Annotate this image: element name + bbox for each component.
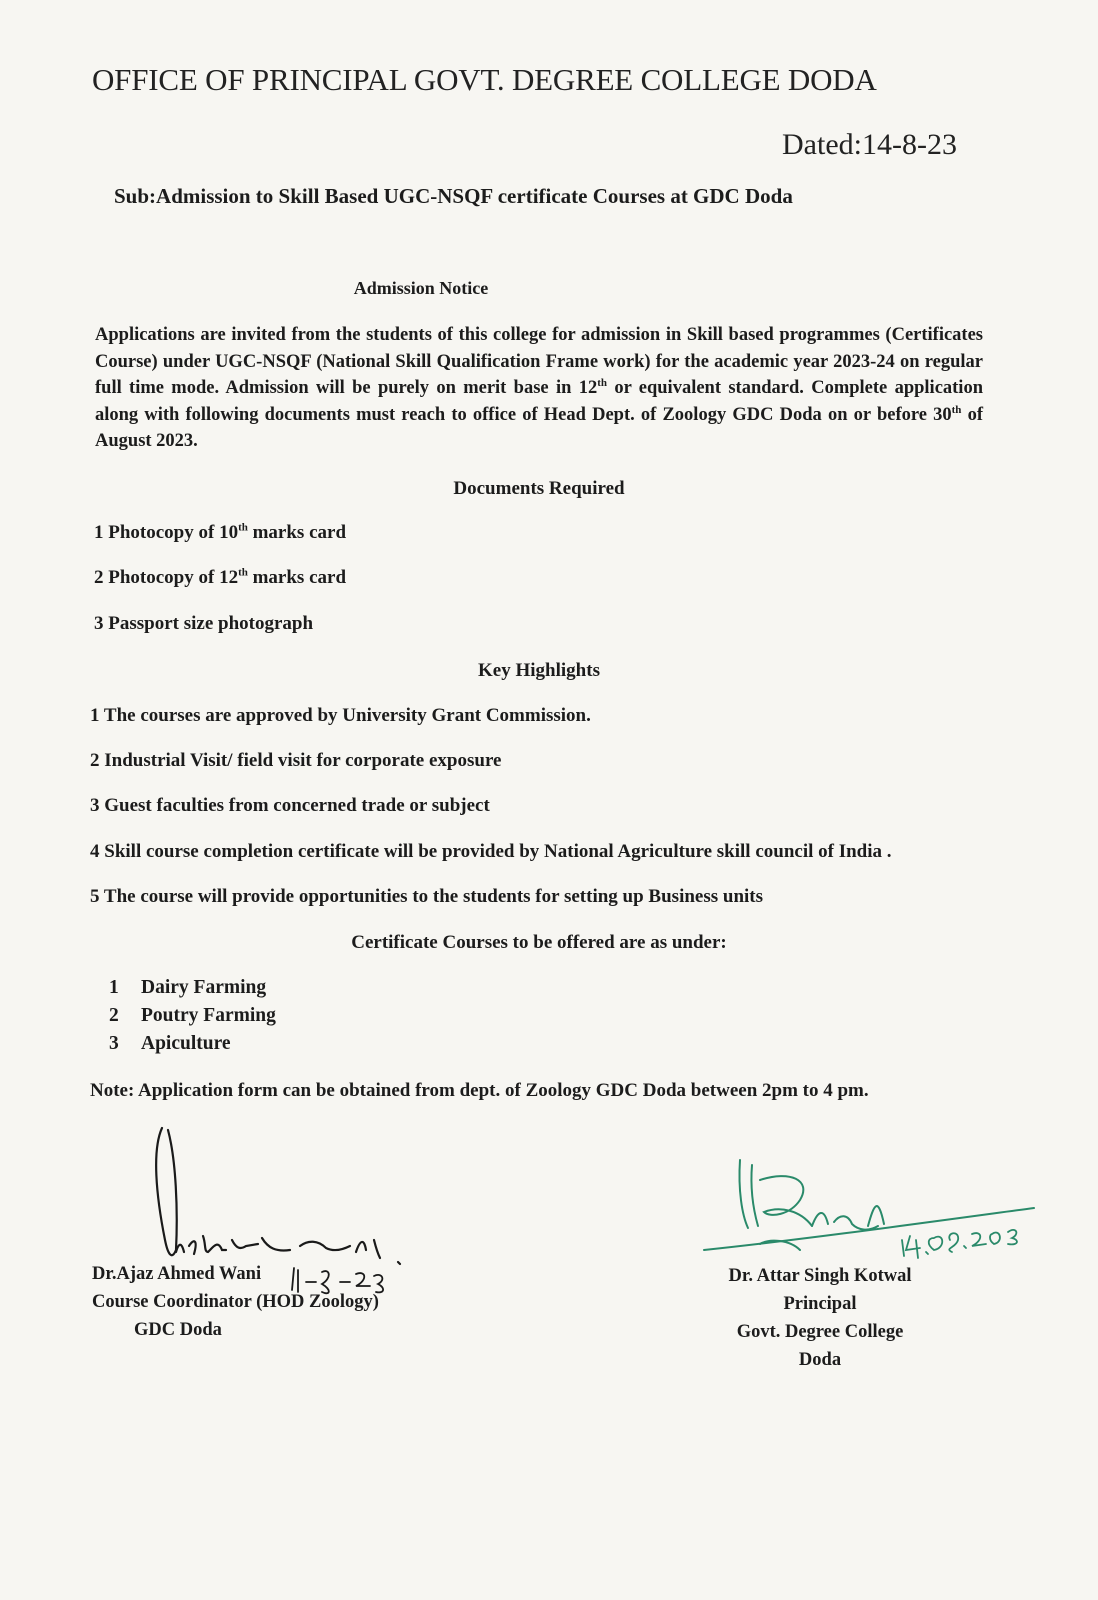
left-signatory-designation: Course Coordinator (HOD Zoology) — [92, 1292, 379, 1312]
course-item: 2 Poutry Farming — [109, 1005, 276, 1026]
courses-heading: Certificate Courses to be offered are as under: — [351, 932, 727, 953]
highlight-item: 4 Skill course completion certificate will be provided by National Agriculture skill council of India . — [90, 841, 892, 862]
right-signatory-block — [716, 1262, 924, 1374]
right-signature-icon — [704, 1160, 1034, 1250]
right-signatory-name: Dr. Attar Singh Kotwal — [728, 1266, 912, 1286]
application-note: Note: Application form can be obtained from dept. of Zoology GDC Doda between 2pm to 4 pm. — [90, 1080, 869, 1101]
documents-heading: Documents Required — [453, 478, 625, 499]
left-signatory-place: GDC Doda — [134, 1320, 222, 1340]
subject-line: Sub:Admission to Skill Based UGC-NSQF certificate Courses at GDC Doda — [114, 184, 793, 208]
highlight-item: 3 Guest faculties from concerned trade or subject — [90, 795, 490, 816]
office-heading: OFFICE OF PRINCIPAL GOVT. DEGREE COLLEGE DODA — [92, 62, 877, 97]
course-item: 3 Apiculture — [109, 1033, 231, 1054]
right-signatory-designation: Principal — [783, 1294, 857, 1314]
right-signatory-place: Doda — [798, 1350, 842, 1370]
document-item: 1 Photocopy of 10th marks card — [94, 521, 347, 543]
course-item: 1 Dairy Farming — [109, 977, 267, 998]
left-signature-icon — [156, 1128, 400, 1264]
highlight-item: 2 Industrial Visit/ field visit for corporate exposure — [90, 750, 502, 771]
document-item: 3 Passport size photograph — [94, 613, 314, 634]
admission-notice-heading: Admission Notice — [353, 278, 489, 298]
key-highlights-heading: Key Highlights — [478, 660, 600, 681]
document-item: 2 Photocopy of 12th marks card — [94, 566, 347, 588]
notice-date: Dated:14-8-23 — [782, 128, 957, 161]
left-signatory-block — [92, 1260, 379, 1344]
right-signatory-org: Govt. Degree College — [736, 1322, 904, 1342]
highlight-item: 5 The course will provide opportunities to the students for setting up Business units — [90, 886, 764, 907]
notice-body: Applications are invited from the students of this college for admission in Skill based programmes (Certificates Course) under UGC-NSQF (National Skill Qualification Frame work) for the academic year 2023-24 on regular full time mode. Admission will be purely on merit base in 12th or equivalent standard. Complete application along with following documents must reach to office of Head Dept. of Zoology GDC Doda on or before 30th of August 2023. — [95, 325, 983, 451]
right-date-icon — [902, 1230, 1017, 1258]
left-signatory-name: Dr.Ajaz Ahmed Wani — [92, 1264, 262, 1284]
highlight-item: 1 The courses are approved by University Grant Commission. — [90, 705, 591, 726]
